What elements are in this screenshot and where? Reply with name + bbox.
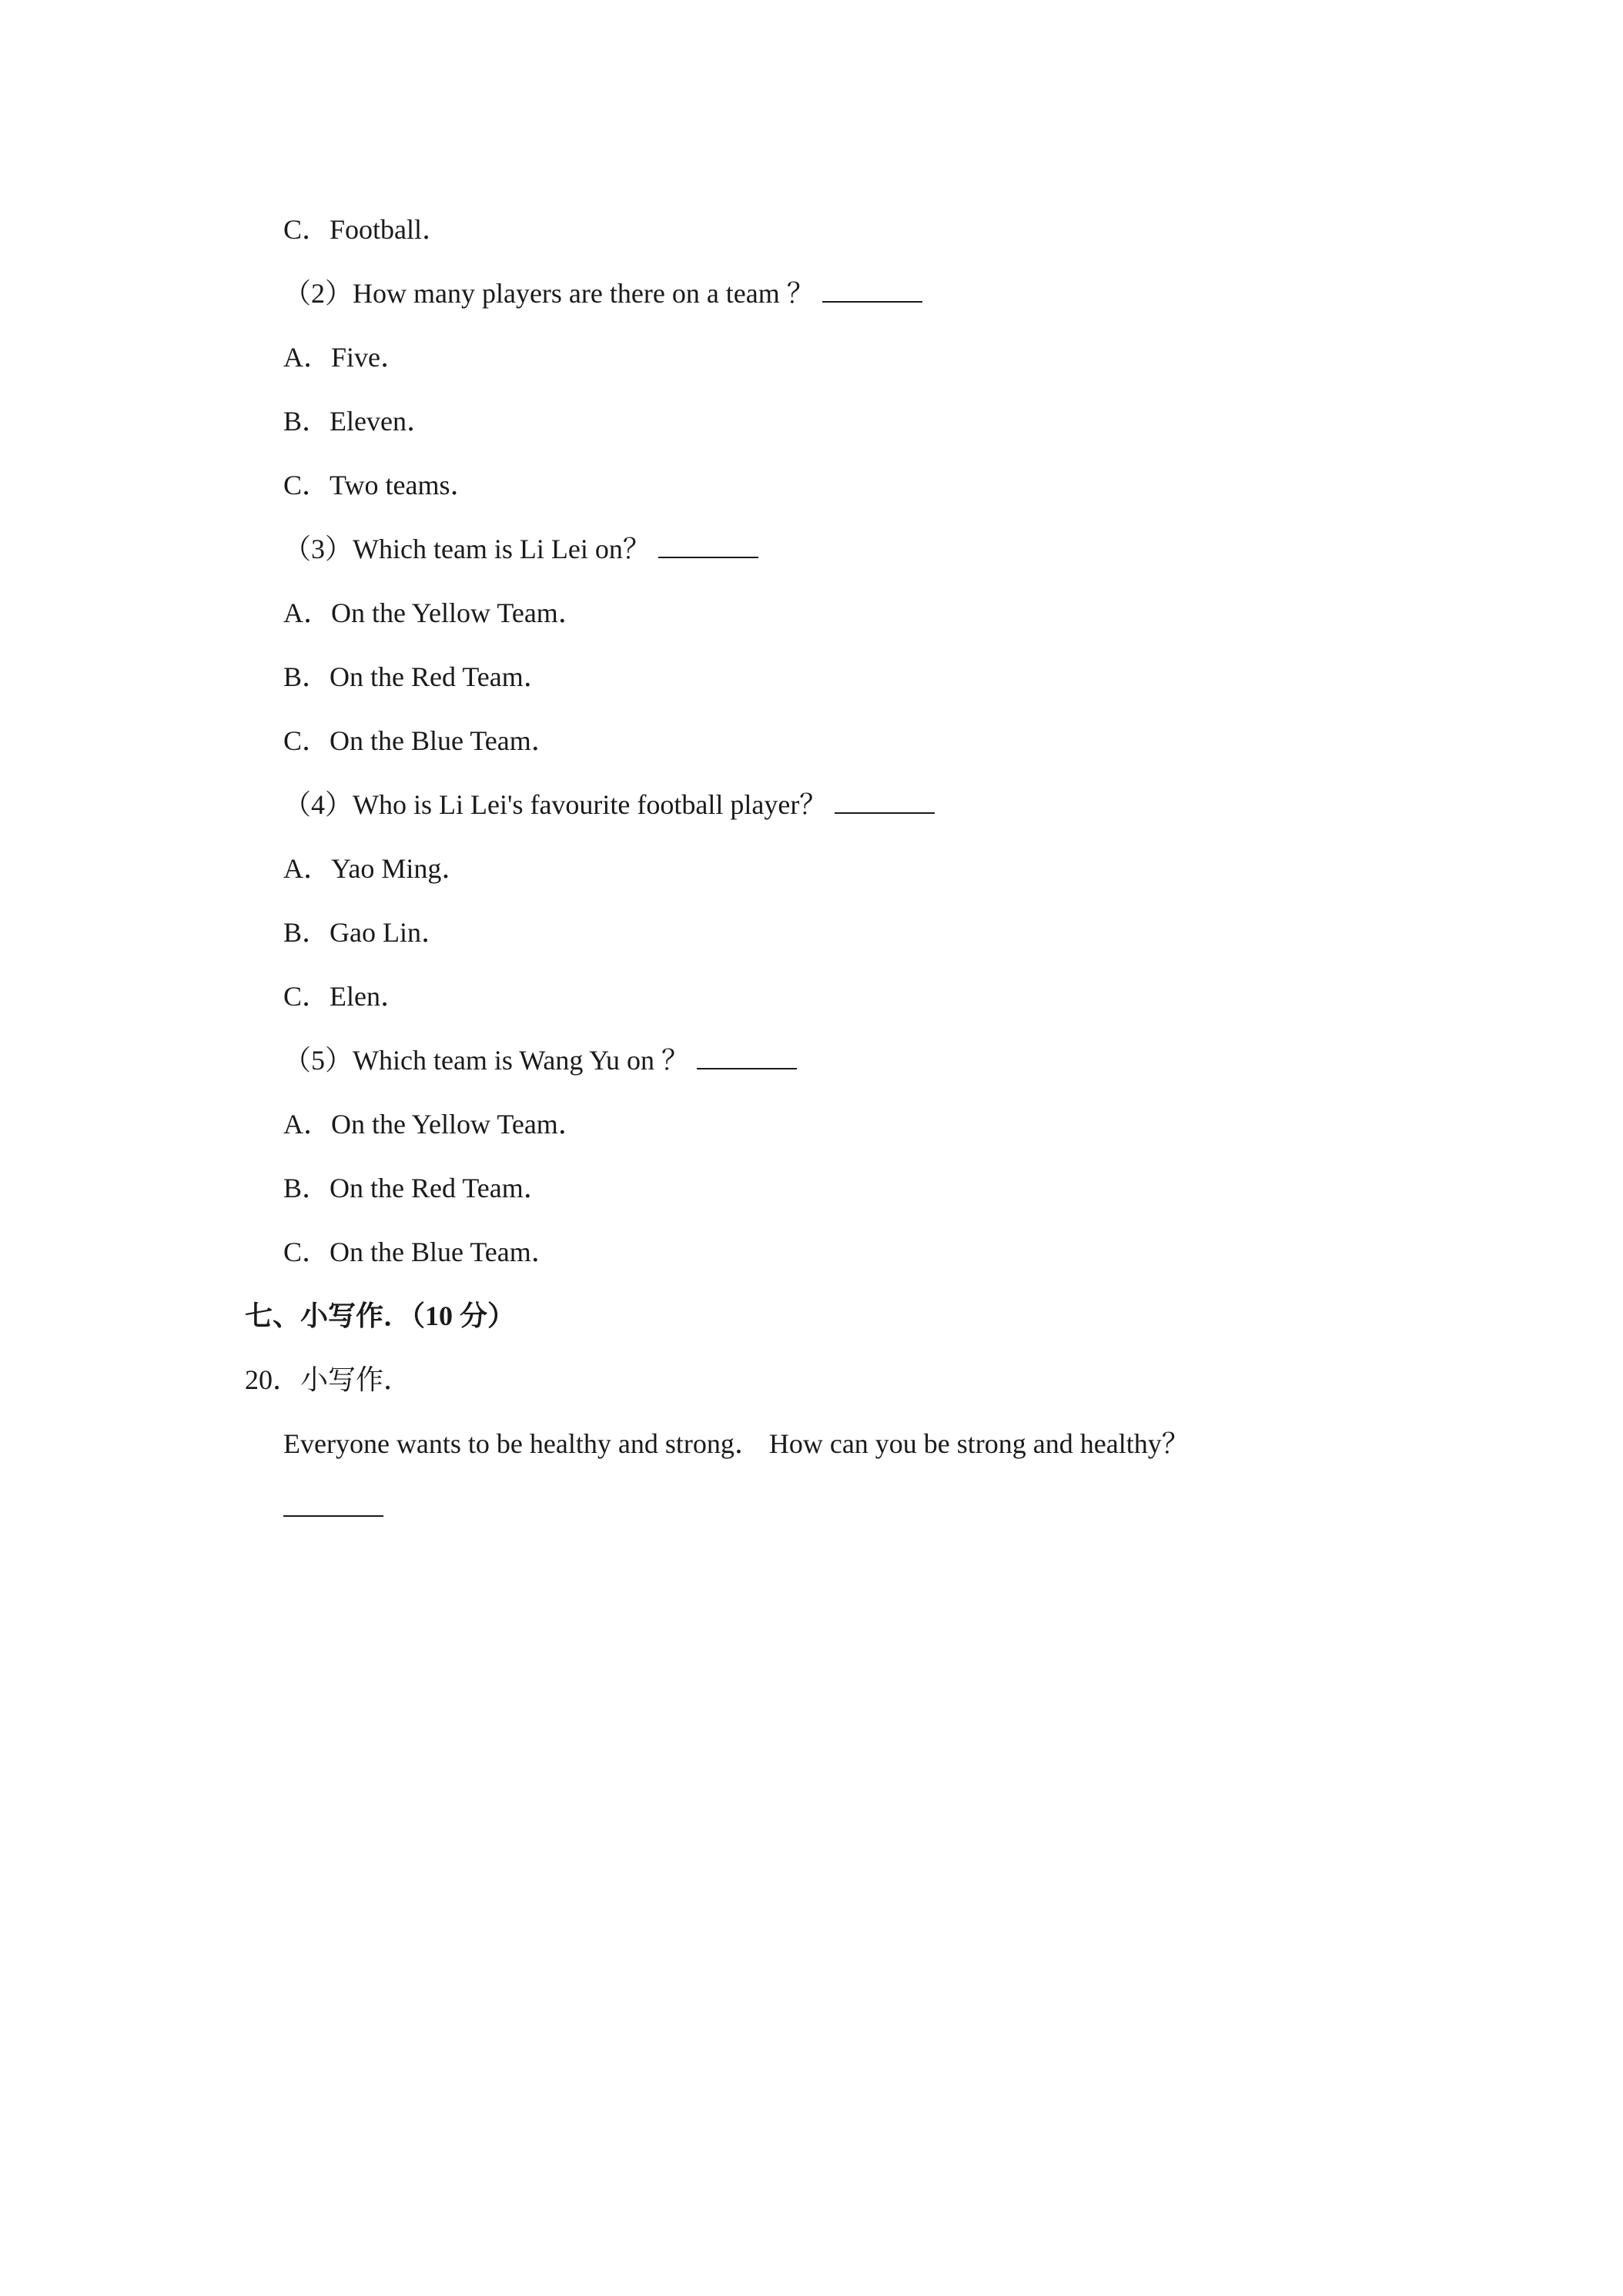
- q5-option-c: C．On the Blue Team．: [283, 1237, 559, 1267]
- q4-answer-blank[interactable]: [835, 789, 935, 814]
- q3-prompt-line: [283, 532, 758, 566]
- q5-prompt: （5）Which team is Wang Yu on ？: [283, 1045, 690, 1076]
- q2-option-b: B．Eleven．: [283, 406, 434, 437]
- q20-answer-line: [283, 1491, 383, 1525]
- q2-prompt-line: [283, 276, 922, 310]
- q20-answer-blank[interactable]: [283, 1492, 383, 1517]
- q20-number: 20．小写作．: [245, 1364, 412, 1395]
- section-7-heading: 七、小写作．（10 分）: [245, 1300, 516, 1331]
- q20-prompt: Everyone wants to be healthy and strong． How can you be strong and healthy？: [283, 1428, 1190, 1459]
- q3-option-c: C．On the Blue Team．: [283, 725, 559, 756]
- q3-prompt: （3）Which team is Li Lei on？: [283, 534, 651, 564]
- q3-answer-blank[interactable]: [658, 534, 758, 558]
- q3-option-a: A．On the Yellow Team．: [283, 597, 586, 628]
- q5-answer-blank[interactable]: [697, 1045, 797, 1069]
- q2-prompt: （2）How many players are there on a team ？: [283, 278, 815, 309]
- q2-answer-blank[interactable]: [822, 278, 922, 303]
- q4-option-a: A．Yao Ming．: [283, 853, 470, 884]
- q4-prompt-line: [283, 788, 935, 822]
- q5-option-b: B．On the Red Team．: [283, 1173, 551, 1203]
- q3-option-b: B．On the Red Team．: [283, 661, 551, 692]
- q5-prompt-line: [283, 1043, 797, 1077]
- q4-option-b: B．Gao Lin．: [283, 917, 449, 948]
- q1-option-c: C．Football．: [283, 214, 450, 245]
- q5-option-a: A．On the Yellow Team．: [283, 1109, 586, 1140]
- q4-prompt: （4）Who is Li Lei's favourite football player？: [283, 789, 828, 820]
- q2-option-c: C．Two teams．: [283, 470, 478, 500]
- q2-option-a: A．Five．: [283, 342, 409, 373]
- q4-option-c: C．Elen．: [283, 981, 408, 1012]
